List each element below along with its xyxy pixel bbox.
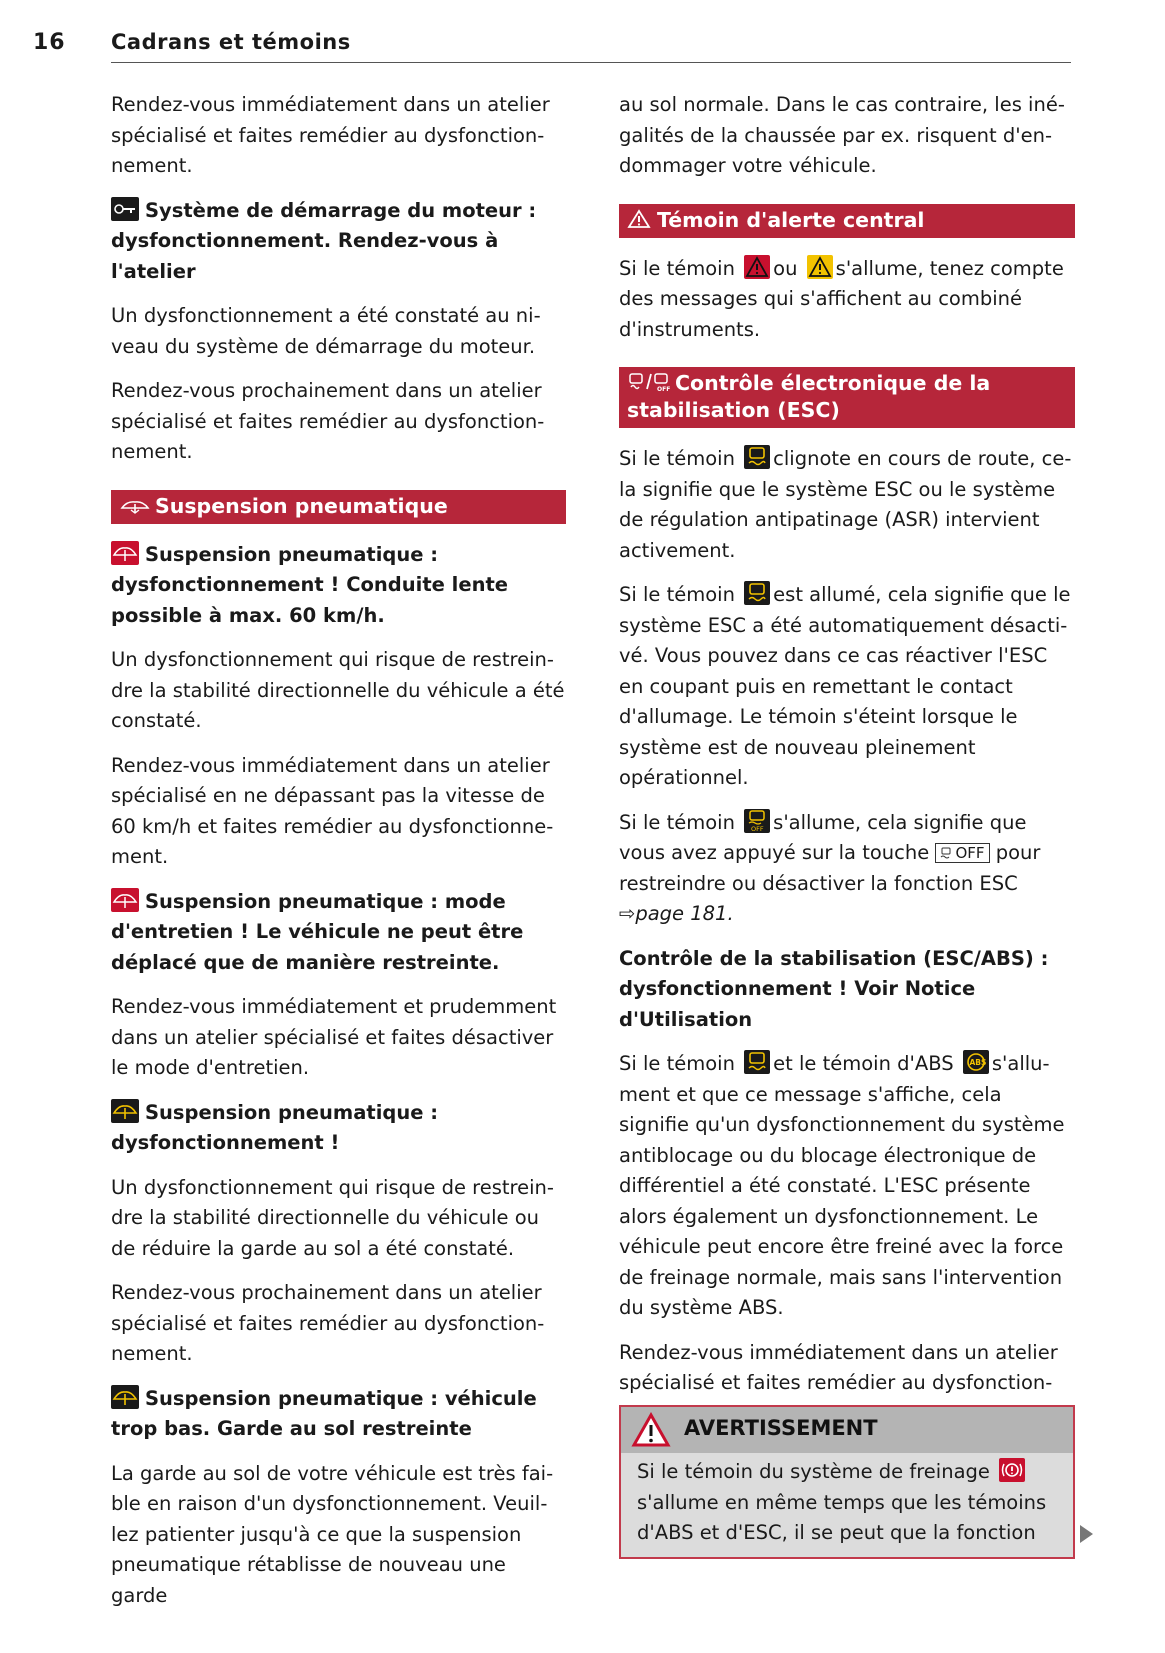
section-bar-esc: OFF Contrôle électronique de la stabilisation (ESC) [619, 367, 1075, 428]
esc-yellow-icon [744, 581, 770, 605]
paragraph: Rendez-vous prochainement dans un atelier spécialisé et faites remédier au dysfonctionnement. [111, 1281, 545, 1365]
esc-yellow-icon [744, 1050, 770, 1074]
paragraph: Rendez-vous immédiatement dans un atelier spécialisé en ne dépassant pas la vitesse de 60 km/h et faites remédier au dysfonctionnement. [111, 753, 554, 868]
abs-yellow-icon [963, 1050, 989, 1074]
paragraph-esc-off: Si le témoin OFF s'allume, cela signifie que vous avez appuyé sur la touche OFF pour restreindre ou désactiver la fonction ESC ⇨page 181. [619, 810, 1041, 925]
yellow-warning-triangle-icon [807, 255, 833, 279]
paragraph: Un dysfonctionnement qui risque de restreindre la stabilité directionnelle du véhicule a été constaté. [111, 648, 565, 732]
air-suspension-icon [119, 497, 151, 515]
paragraph-central-warning: Si le témoin ou s'allume, tenez compte des messages qui s'affichent au combiné d'instruments. [619, 256, 1064, 341]
engine-key-icon [111, 197, 139, 221]
section-bar-air-suspension: Suspension pneumatique [111, 490, 566, 524]
air-suspension-yellow-icon [111, 1385, 139, 1409]
paragraph: La garde au sol de votre véhicule est très faible en raison d'un dysfonctionnement. Veuillez patienter jusqu'à ce que la suspension pneumatique rétablisse de nouveau une garde [111, 1461, 554, 1607]
heading-esc-abs-fault: Contrôle de la stabilisation (ESC/ABS) : dysfonctionnement ! Voir Notice d'Utilisation [619, 946, 1049, 1031]
paragraph: au sol normale. Dans le cas contraire, les inégalités de la chaussée par ex. risquent d'endommager votre véhicule. [619, 93, 1065, 177]
header-rule [111, 62, 1071, 63]
page-reference-link[interactable]: ⇨page 181. [619, 902, 734, 925]
esc-icon [627, 371, 671, 393]
heading-engine-start: Système de démarrage du moteur : dysfonctionnement. Rendez-vous à l'atelier [111, 198, 537, 283]
paragraph: Rendez-vous immédiatement dans un atelier spécialisé et faites remédier au dysfonctionnement. [111, 93, 550, 177]
esc-off-button-symbol: OFF [935, 843, 989, 863]
warning-title: AVERTISSEMENT [684, 1416, 878, 1440]
warning-box [619, 1405, 1075, 1559]
warning-triangle-icon [627, 209, 651, 229]
heading-vehicle-too-low: Suspension pneumatique : véhicule trop bas. Garde au sol restreinte [111, 1386, 537, 1440]
svg-text:OFF: OFF [657, 386, 671, 393]
paragraph-esc-on: Si le témoin est allumé, cela signifie que le système ESC a été automatiquement désactivé. Vous pouvez dans ce cas réactiver l'ESC en coupant puis en remettant le contact d'allumage. Le témoin s'éteint lorsque le système est de nouveau pleinement opérationnel. [619, 583, 1071, 789]
air-suspension-red-icon [111, 888, 139, 912]
warning-header [621, 1407, 1073, 1453]
warning-body [621, 1453, 1073, 1549]
paragraph: Un dysfonctionnement qui risque de restreindre la stabilité directionnelle du véhicule ou de réduire la garde au sol a été constaté. [111, 1175, 554, 1260]
paragraph: Un dysfonctionnement a été constaté au niveau du système de démarrage du moteur. [111, 304, 541, 358]
paragraph: Rendez-vous immédiatement dans un atelier spécialisé et faites remédier au dysfonction [619, 1340, 1058, 1394]
heading-air-suspension-fault-yellow: Suspension pneumatique : dysfonctionnement ! [111, 1100, 439, 1154]
red-warning-triangle-icon [744, 255, 770, 279]
air-suspension-yellow-icon [111, 1099, 139, 1123]
heading-maintenance-mode: Suspension pneumatique : mode d'entretien ! Le véhicule ne peut être déplacé que de manière restreinte. [111, 889, 524, 974]
left-column [111, 90, 566, 1625]
heading-air-suspension-fault: Suspension pneumatique : dysfonctionnement ! Conduite lente possible à max. 60 km/h. [111, 542, 508, 627]
chapter-title: Cadrans et témoins [111, 30, 351, 54]
right-column [619, 90, 1075, 1443]
continue-arrow-icon [1080, 1525, 1093, 1543]
paragraph: Rendez-vous immédiatement et prudemment dans un atelier spécialisé et faites désactiver le mode d'entretien. [111, 995, 557, 1079]
brake-system-icon [999, 1458, 1025, 1482]
esc-off-yellow-icon [744, 809, 770, 833]
page-number: 16 [33, 30, 66, 55]
paragraph-esc-abs: Si le témoin et le témoin d'ABS ABS s'allument et que ce message s'affiche, cela signifie qu'un dysfonctionnement du système antiblocage ou du blocage électronique de différentiel a été constaté. L'ESC présente alors également un dysfonctionnement. Le véhicule peut encore être freiné avec la force de freinage normale, mais sans l'intervention du système ABS. [619, 1052, 1065, 1319]
paragraph: Rendez-vous prochainement dans un atelier spécialisé et faites remédier au dysfonctionnement. [111, 379, 545, 463]
warning-text: Si le témoin du système de freinage s'allume en même temps que les témoins d'ABS et d'ESC, il se peut que la fonction [637, 1460, 1047, 1544]
paragraph-esc-flashing: Si le témoin clignote en cours de route, cela signifie que le système ESC ou le système de régulation antipatinage (ASR) intervient activement. [619, 447, 1072, 562]
section-bar-central-warning: Témoin d'alerte central [619, 204, 1075, 238]
esc-yellow-icon [744, 445, 770, 469]
air-suspension-red-icon [111, 541, 139, 565]
warning-triangle-icon [631, 1412, 671, 1448]
svg-text:OFF: OFF [751, 824, 764, 833]
svg-text:ABS: ABS [969, 1058, 987, 1067]
page-header [0, 0, 1165, 70]
